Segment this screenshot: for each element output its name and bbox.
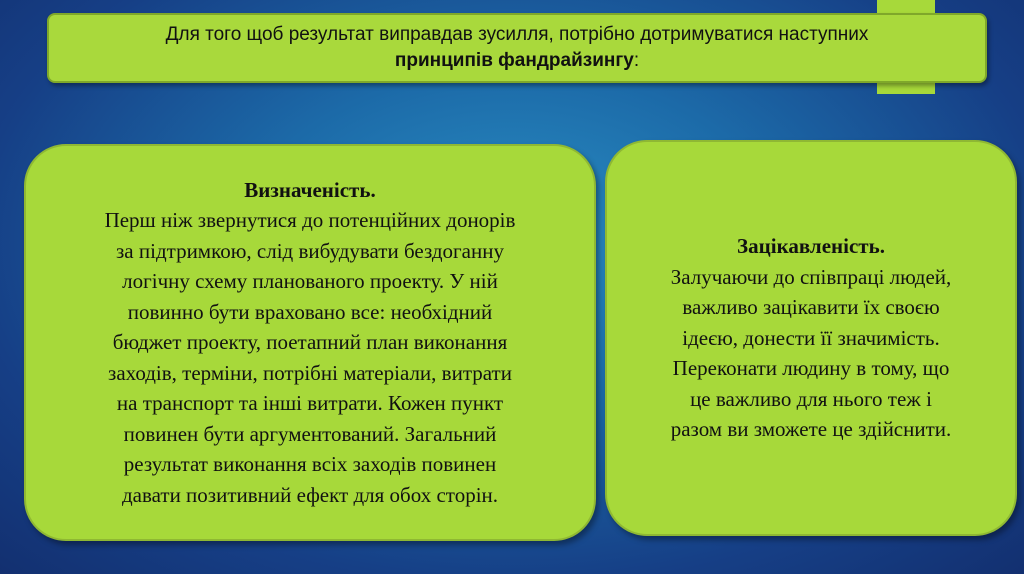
card-definiteness bbox=[24, 144, 596, 541]
title-line-2 bbox=[395, 48, 639, 74]
card-body: Залучаючи до співпраці людей, важливо зацікавити їх своєю ідеєю, донести її значимість. Переконати людину в тому, що це важливо для нього теж і разом ви зможете це здійснити. bbox=[670, 264, 952, 442]
title-suffix: : bbox=[633, 50, 640, 71]
title-bold-text: принципів фандрайзингу bbox=[394, 50, 634, 71]
title-line-1: Для того щоб результат виправдав зусилля, потрібно дотримуватися наступних bbox=[165, 24, 869, 45]
card-heading: Зацікавленість. bbox=[737, 234, 885, 259]
card-body: Перш ніж звернутися до потенційних донорів за підтримкою, слід вибудувати бездоганну логічну схему планованого проекту. У ній повинно бути враховано все: необхідний бюджет проекту, поетапний план виконання заходів, терміни, потрібні матеріали, витрати на транспорт та інші витрати. Кожен пункт повинен бути аргументований. Загальний результат виконання всіх заходів повинен давати позитивний ефект для обох сторін. bbox=[104, 208, 516, 507]
title-box bbox=[47, 13, 987, 83]
card-heading: Визначеність. bbox=[244, 177, 376, 202]
card-interest bbox=[605, 140, 1017, 536]
